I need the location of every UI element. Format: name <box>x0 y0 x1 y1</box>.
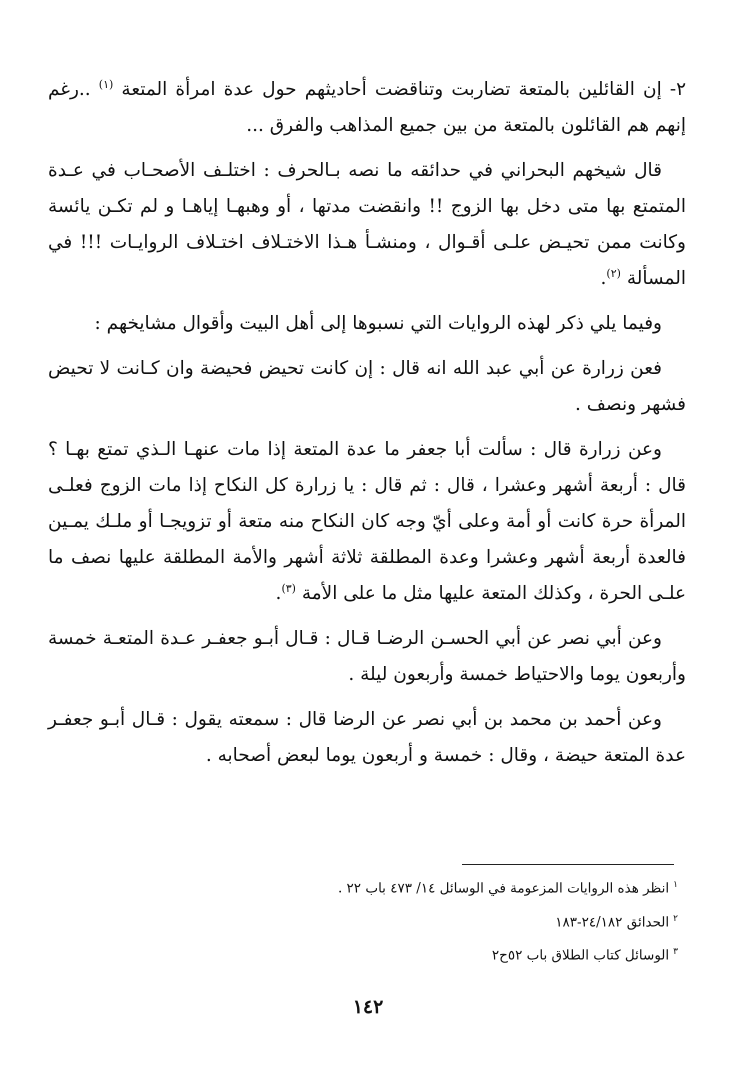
footnote-ref-1: (١) <box>98 77 114 91</box>
paragraph-6 <box>48 621 686 693</box>
paragraph-3-text: وفيما يلي ذكر لهذه الروايات التي نسبوها إلى أهل البيت وأقوال مشايخهم : <box>94 313 662 334</box>
footnotes <box>78 870 678 971</box>
paragraph-7-text: وعن أحمد بن محمد بن أبي نصر عن الرضا قال : سمعته يقول : قـال أبـو جعفـر عدة المتعة حيضة ، وقال : خمسة و أربعون يوما لبعض أصحابه . <box>48 709 686 766</box>
footnote-ref-3: (٣) <box>281 581 296 595</box>
footnote-1 <box>78 870 678 904</box>
footnote-3-text: الوسائل كتاب الطلاق باب ٥٢ح٢ <box>491 947 670 964</box>
paragraph-5 <box>48 432 686 612</box>
paragraph-6-text: وعن أبي نصر عن أبي الحسـن الرضـا قـال : قـال أبـو جعفـر عـدة المتعـة خمسة وأربعون يوما والاحتياط خمسة وأربعون ليلة . <box>48 628 686 685</box>
paragraph-2-continuation: . <box>600 268 607 289</box>
page-number: ١٤٢ <box>352 996 384 1018</box>
main-text <box>48 72 686 783</box>
footnote-1-text: انظر هذه الروايات المزعومة في الوسائل ١٤/ ٤٧٣ باب ٢٢ . <box>337 880 670 897</box>
paragraph-2 <box>48 153 686 297</box>
paragraph-5-text: وعن زرارة قال : سألت أبا جعفر ما عدة المتعة إذا مات عنهـا الـذي تمتع بهـا ؟ قال : أربعة أشهر وعشرا ، قال : ثم قال : يا زرارة كل النكاح إذا مات الزوج فعلـى المرأة حرة كانت أو أمة وعلى أيّ وجه كان النكاح منه متعة أو تزويجـا أو ملـك يمـين فالعدة أربعة أشهر وعشرا وعدة المطلقة ثلاثة أشهر والأمة المطلقة عليها نصف ما علـى الحرة ، وكذلك المتعة عليها مثل ما على الأمة <box>48 439 686 604</box>
footnote-2 <box>78 904 678 938</box>
footnote-1-number: ١ <box>673 880 678 890</box>
footnote-3 <box>78 937 678 971</box>
footnote-3-number: ٣ <box>673 947 678 957</box>
paragraph-5-continuation: . <box>275 583 282 604</box>
paragraph-1-text: ٢- إن القائلين بالمتعة تضاربت وتناقضت أحاديثهم حول عدة امرأة المتعة <box>113 79 687 100</box>
paragraph-1-continuation: ..رغم إنهم هم القائلون بالمتعة من بين جميع المذاهب والفرق ... <box>48 79 686 136</box>
footnote-2-text: الحدائق ٢٤/١٨٢-١٨٣ <box>555 914 670 930</box>
paragraph-1 <box>48 72 686 144</box>
footnote-2-number: ٢ <box>673 913 678 924</box>
footnote-divider <box>462 864 674 865</box>
paragraph-2-text: قال شيخهم البحراني في حدائقه ما نصه بـالحرف : اختلـف الأصحـاب في عـدة المتمتع بها متى دخل بها الزوج !! وانقضت مدتها ، أو وهبهـا إياهـا و لم تكـن يائسة وكانت ممن تحيـض علـى أقـوال ، ومنشـأ هـذا الاختـلاف اختـلاف الروايـات !!! في المسألة <box>48 160 686 289</box>
paragraph-4 <box>48 351 686 423</box>
paragraph-7 <box>48 702 686 774</box>
paragraph-3 <box>48 306 686 342</box>
paragraph-4-text: فعن زرارة عن أبي عبد الله انه قال : إن كانت تحيض فحيضة وان كـانت لا تحيض فشهر ونصف . <box>48 358 686 415</box>
footnote-ref-2: (٢) <box>606 266 621 280</box>
